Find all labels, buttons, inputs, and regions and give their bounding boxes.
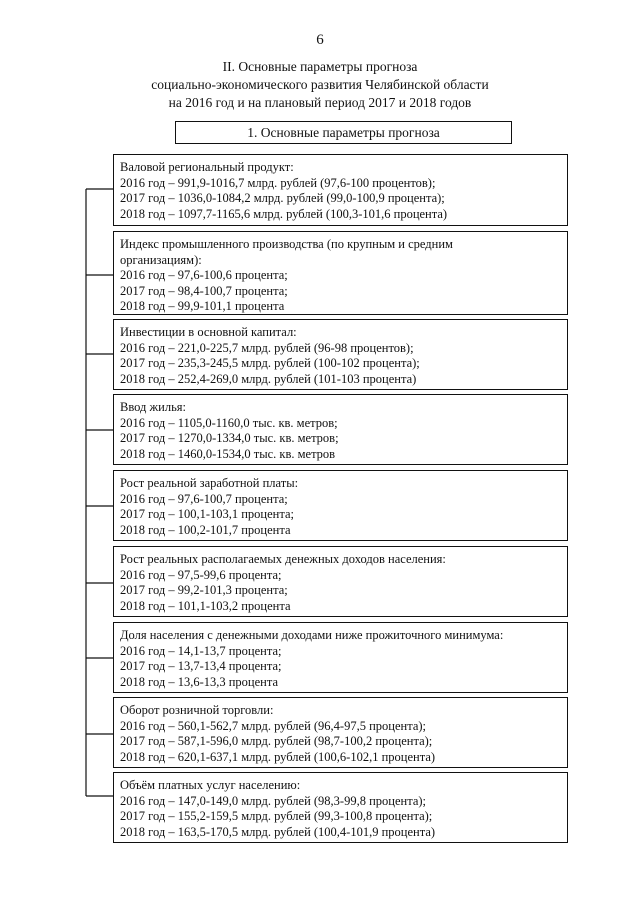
indicator-box-real-income: [113, 546, 568, 617]
section-title-box: [175, 121, 512, 144]
indicator-box-retail-turnover: [113, 697, 568, 768]
indicator-line: 2017 год – 1036,0-1084,2 млрд. рублей (99,0-100,9 процента);: [120, 191, 445, 205]
indicator-box-housing: [113, 394, 568, 465]
indicator-title: Ввод жилья:: [120, 400, 187, 414]
indicator-line: 2016 год – 147,0-149,0 млрд. рублей (98,3-99,8 процента);: [120, 793, 427, 808]
indicator-line: 2018 год – 100,2-101,7 процента: [120, 522, 291, 537]
indicator-line: 2017 год – 587,1-596,0 млрд. рублей (98,7-100,2 процента);: [120, 734, 433, 748]
indicator-line: 2016 год – 97,5-99,6 процента;: [120, 567, 282, 582]
page-number: 6: [316, 32, 324, 48]
indicator-line: 2018 год – 620,1-637,1 млрд. рублей (100,6-102,1 процента): [120, 749, 436, 764]
document-heading: [0, 58, 640, 112]
indicator-box-investments: [113, 319, 568, 390]
section-title: 1. Основные параметры прогноза: [247, 125, 440, 140]
indicator-box-industrial-index: [113, 231, 568, 315]
indicator-line: 2017 год – 13,7-13,4 процента;: [120, 659, 282, 673]
indicator-title: Рост реальных располагаемых денежных доходов населения:: [120, 552, 446, 566]
heading-line-3: на 2016 год и на плановый период 2017 и 2018 годов: [168, 95, 472, 110]
indicator-line: 2016 год – 991,9-1016,7 млрд. рублей (97,6-100 процентов);: [120, 175, 436, 190]
indicator-title: Объём платных услуг населению:: [120, 778, 301, 792]
indicator-line: 2017 год – 235,3-245,5 млрд. рублей (100-102 процента);: [120, 356, 420, 370]
indicator-title: Доля населения с денежными доходами ниже прожиточного минимума:: [120, 628, 504, 642]
indicator-box-paid-services: [113, 772, 568, 843]
indicator-title: Индекс промышленного производства (по крупным и средним: [120, 237, 453, 251]
indicator-line: 2018 год – 101,1-103,2 процента: [120, 598, 291, 613]
indicator-line: 2016 год – 221,0-225,7 млрд. рублей (96-98 процентов);: [120, 340, 414, 355]
indicator-line: 2018 год – 252,4-269,0 млрд. рублей (101-103 процента): [120, 371, 417, 386]
indicator-line: 2016 год – 1105,0-1160,0 тыс. кв. метров;: [120, 415, 338, 430]
indicator-line: 2016 год – 14,1-13,7 процента;: [120, 643, 282, 658]
indicator-line: 2016 год – 560,1-562,7 млрд. рублей (96,4-97,5 процента);: [120, 718, 427, 733]
indicator-line: 2016 год – 97,6-100,6 процента;: [120, 268, 288, 282]
indicator-line: 2018 год – 13,6-13,3 процента: [120, 674, 279, 689]
heading-line-2: социально-экономического развития Челябинской области: [151, 77, 489, 92]
indicator-line: 2018 год – 163,5-170,5 млрд. рублей (100,4-101,9 процента): [120, 824, 436, 839]
indicator-line: 2018 год – 1460,0-1534,0 тыс. кв. метров: [120, 446, 336, 461]
indicator-title: Оборот розничной торговли:: [120, 703, 274, 717]
indicator-title: Инвестиции в основной капитал:: [120, 325, 297, 339]
indicator-box-grp: [113, 154, 568, 226]
heading-line-1: II. Основные параметры прогноза: [222, 59, 418, 74]
indicator-line: 2017 год – 99,2-101,3 процента;: [120, 583, 288, 597]
indicator-box-real-wages: [113, 470, 568, 541]
indicator-line: 2018 год – 99,9-101,1 процента: [120, 299, 285, 313]
indicator-title: Валовой региональный продукт:: [120, 160, 294, 174]
indicator-title-continuation: организациям):: [120, 252, 202, 267]
indicator-line: 2017 год – 155,2-159,5 млрд. рублей (99,3-100,8 процента);: [120, 809, 433, 823]
indicator-line: 2018 год – 1097,7-1165,6 млрд. рублей (100,3-101,6 процента): [120, 206, 448, 221]
indicator-line: 2017 год – 98,4-100,7 процента;: [120, 283, 288, 298]
indicator-line: 2017 год – 1270,0-1334,0 тыс. кв. метров;: [120, 431, 339, 445]
indicator-line: 2017 год – 100,1-103,1 процента;: [120, 507, 294, 521]
indicator-box-poverty-share: [113, 622, 568, 693]
indicator-title: Рост реальной заработной платы:: [120, 476, 299, 490]
indicator-line: 2016 год – 97,6-100,7 процента;: [120, 491, 288, 506]
